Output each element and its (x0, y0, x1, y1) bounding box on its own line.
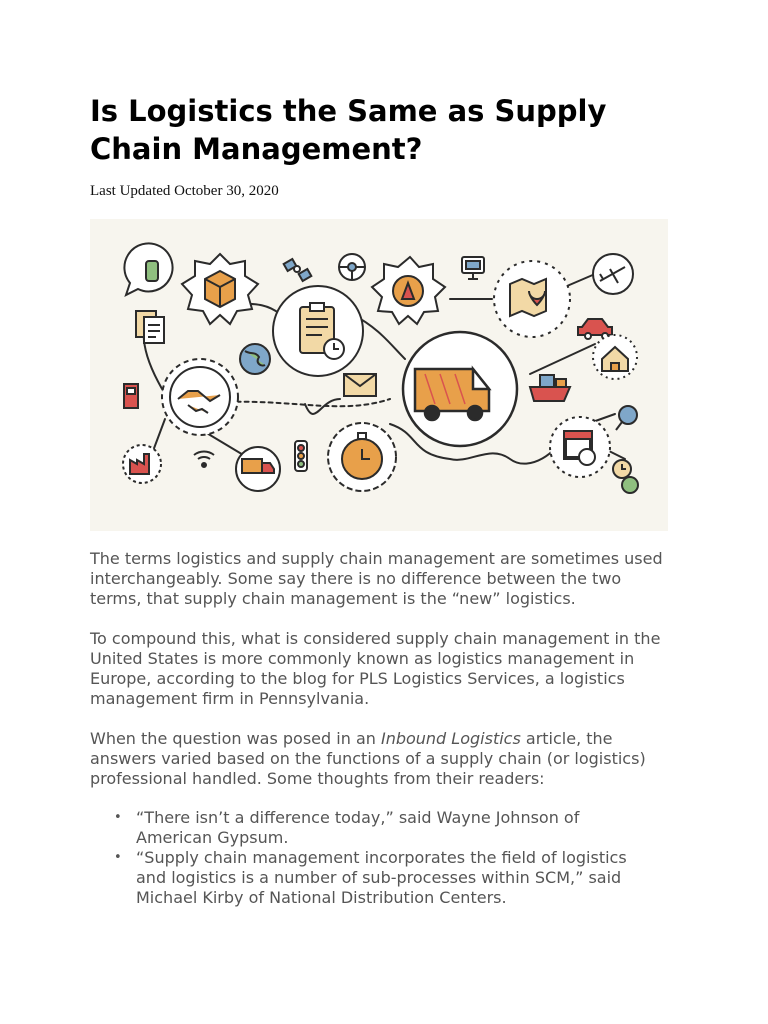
clipboard-icon (273, 286, 363, 376)
map-pin-icon (494, 261, 570, 337)
coins-icon (622, 477, 638, 493)
intro-paragraph: The terms logistics and supply chain management are sometimes used interchangeably. Some say there is no difference between the two terms, that supply chain management is the “new” logistics. (90, 549, 663, 608)
handshake-icon (162, 359, 238, 435)
car-icon (578, 319, 612, 339)
computer-icon (462, 257, 484, 279)
last-updated-date: Last Updated October 30, 2020 (90, 183, 279, 199)
europe-paragraph: To compound this, what is considered supply chain management in the United States is more commonly known as logistics management in Europe, according to the blog for PLS Logistics Services, a logistics management firm in Pennsylvania. (90, 629, 661, 708)
factory-icon (123, 445, 161, 483)
small-truck-icon (236, 447, 280, 491)
reader-quotes-list (90, 808, 650, 908)
list-item: • “There isn’t a difference today,” said Wayne Johnson of American Gypsum. (90, 808, 650, 848)
satellite-icon (284, 259, 312, 281)
clock-icon (613, 460, 631, 478)
paragraph-text: article, the answers varied based on the functions of a supply chain (or logistics) professional handled. Some thoughts from their readers: (90, 729, 646, 788)
inbound-logistics-paragraph (90, 729, 675, 789)
ship-icon (530, 375, 570, 401)
box-icon (182, 254, 258, 324)
paragraph-text: When the question was posed in an (90, 729, 381, 748)
list-item: • “Supply chain management incorporates the field of logistics and logistics is a number of sub-processes within SCM,” said Michael Kirby of National Distribution Centers. (90, 848, 650, 908)
phone-icon (124, 243, 172, 295)
traffic-light-icon (295, 441, 307, 471)
documents-icon (136, 311, 164, 343)
airplane-icon (593, 254, 633, 294)
house-icon (593, 335, 637, 379)
publication-name: Inbound Logistics (380, 729, 521, 748)
compass-icon (372, 257, 445, 324)
steering-wheel-icon (339, 254, 365, 280)
article-title: Is Logistics the Same as Supply Chain Management? (90, 94, 607, 166)
calendar-icon (550, 417, 610, 477)
magnifier-icon (616, 406, 637, 430)
signal-icon (194, 451, 214, 467)
van-icon (403, 332, 517, 446)
globe-icon (240, 344, 270, 374)
envelope-icon (344, 374, 376, 396)
fuel-pump-icon (124, 384, 138, 408)
hero-illustration (90, 219, 668, 531)
stopwatch-icon (328, 423, 396, 491)
